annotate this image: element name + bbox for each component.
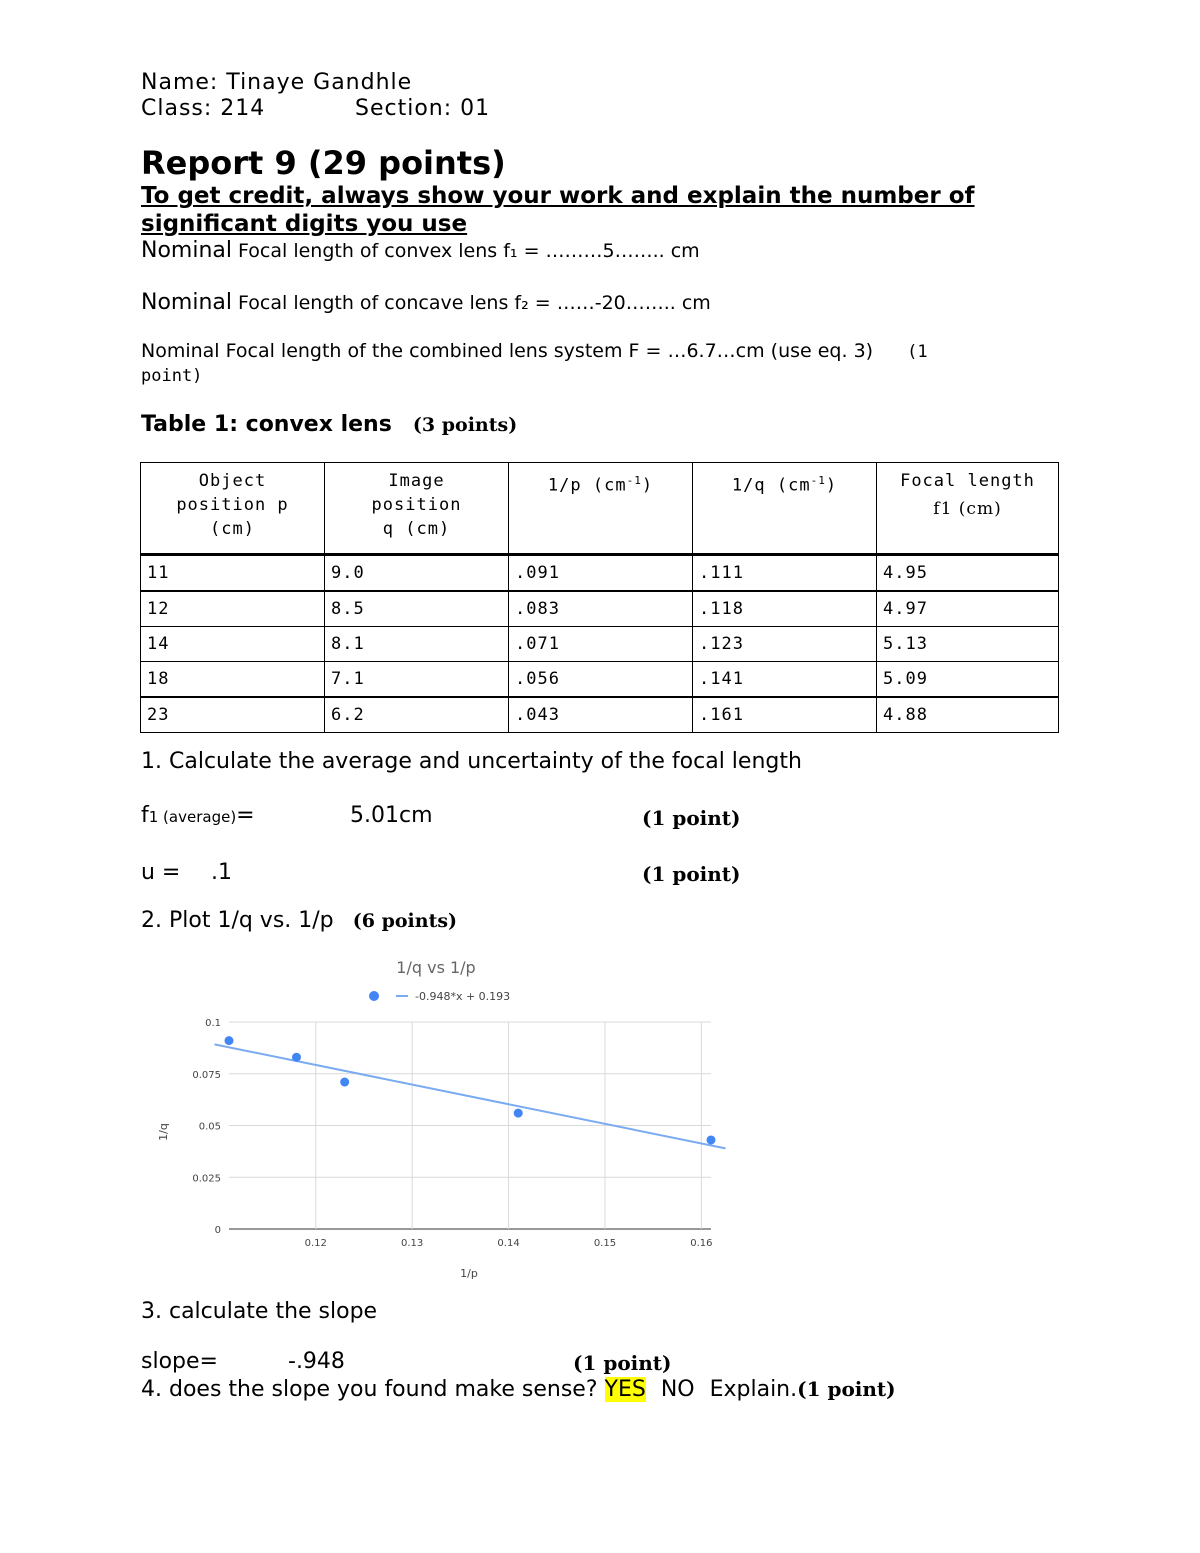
table1-label: Table 1: convex lens	[141, 412, 392, 437]
table-cell: 4.97	[877, 591, 1059, 627]
data-point	[707, 1135, 716, 1144]
table-cell: .056	[509, 662, 693, 698]
table-cell: 6.2	[325, 697, 509, 733]
nominal-convex-line	[141, 238, 700, 263]
header-focal-l2: f1 (cm)	[933, 499, 1002, 519]
chart-title: 1/q vs 1/p	[396, 958, 476, 977]
q1-f-value: 5.01cm	[350, 803, 433, 828]
q1-question: 1. Calculate the average and uncertainty of the focal length	[141, 749, 802, 774]
trend-line	[215, 1044, 726, 1148]
nominal-concave-line	[141, 290, 711, 315]
report-title: Report 9 (29 points)	[141, 144, 506, 182]
table-row	[141, 591, 1059, 627]
q1-u-points: (1 point)	[642, 862, 741, 886]
chart-grid	[229, 1022, 711, 1229]
q2-question-line	[141, 908, 457, 933]
header-inverse-p-close: )	[641, 475, 654, 496]
header-inverse-p	[509, 463, 693, 555]
header-image-l1: Image	[388, 471, 445, 491]
table-cell: 11	[141, 555, 325, 592]
nominal-convex-text: Focal length of convex lens f₁ = ………5…….. cm	[232, 240, 700, 262]
q1-u-label: u =	[141, 860, 181, 885]
y-tick-label: 0.075	[192, 1069, 221, 1081]
table-row	[141, 662, 1059, 698]
table-cell: 7.1	[325, 662, 509, 698]
table-cell: .043	[509, 697, 693, 733]
legend-label: -0.948*x + 0.193	[415, 990, 511, 1003]
nominal-concave-bold: Nominal	[141, 290, 232, 315]
y-axis-label: 1/q	[157, 1123, 170, 1141]
header-object-position	[141, 463, 325, 555]
table-row	[141, 697, 1059, 733]
table-cell: 9.0	[325, 555, 509, 592]
q4-points: (1 point)	[797, 1377, 896, 1401]
q3-slope-value: -.948	[288, 1349, 345, 1374]
x-tick-label: 0.14	[497, 1238, 520, 1249]
q4-explain: Explain.	[709, 1377, 798, 1402]
table-row	[141, 555, 1059, 592]
x-tick-label: 0.16	[690, 1238, 713, 1249]
y-tick-label: 0.05	[198, 1121, 221, 1133]
q4-yes-highlight: YES	[604, 1377, 646, 1402]
nominal-combined-text: Nominal Focal length of the combined lens system F = …6.7…cm (use eq. 3)	[141, 340, 874, 362]
convex-lens-table	[140, 462, 1059, 733]
header-image-l3: q (cm)	[382, 519, 451, 539]
table1-title	[141, 412, 517, 437]
y-tick-label: 0	[214, 1225, 221, 1236]
header-inverse-q-close: )	[825, 475, 838, 496]
scatter-chart	[140, 945, 730, 1290]
q1-f-average	[141, 803, 255, 828]
table-cell: .123	[693, 627, 877, 662]
x-tick-label: 0.15	[593, 1238, 617, 1249]
q1-f-label: f	[141, 803, 149, 828]
y-tick-label: 0.025	[192, 1173, 221, 1185]
q1-u-value: .1	[211, 860, 232, 885]
q1-f-sub: 1 (average)	[148, 808, 237, 826]
nominal-combined-points: (1	[907, 342, 928, 362]
student-name: Name: Tinaye Gandhle	[141, 70, 413, 95]
header-inverse-p-text: 1/p (cm	[547, 475, 627, 496]
q3-question: 3. calculate the slope	[141, 1299, 378, 1324]
table-cell: .091	[509, 555, 693, 592]
table-cell: 5.09	[877, 662, 1059, 698]
q2-question: 2. Plot 1/q vs. 1/p	[141, 908, 334, 933]
header-inverse-q-sup: -1	[810, 474, 826, 487]
table-cell: 5.13	[877, 627, 1059, 662]
table-cell: .111	[693, 555, 877, 592]
q4-line	[141, 1377, 896, 1402]
table-cell: .141	[693, 662, 877, 698]
q2-points: (6 points)	[352, 910, 458, 932]
q4-no: NO	[660, 1377, 695, 1402]
table1-points: (3 points)	[412, 414, 518, 436]
header-inverse-p-sup: -1	[626, 474, 642, 487]
data-point	[292, 1053, 301, 1062]
chart-points	[225, 1036, 716, 1144]
instruction-line-1: To get credit, always show your work and explain the number of	[141, 183, 975, 209]
table-cell: 4.95	[877, 555, 1059, 592]
table-cell: 4.88	[877, 697, 1059, 733]
section-label: Section: 01	[355, 96, 491, 121]
q4-question: 4. does the slope you found make sense?	[141, 1377, 598, 1402]
table-cell: .083	[509, 591, 693, 627]
header-focal-length	[877, 463, 1059, 555]
q3-slope-label: slope=	[141, 1349, 218, 1374]
nominal-convex-bold: Nominal	[141, 238, 232, 263]
header-focal-l1: Focal length	[900, 471, 1035, 491]
nominal-concave-text: Focal length of concave lens f₂ = ……-20…….. cm	[232, 292, 711, 314]
chart-ticks	[192, 1018, 712, 1249]
table-cell: 8.1	[325, 627, 509, 662]
table-cell: .161	[693, 697, 877, 733]
x-tick-label: 0.12	[304, 1238, 327, 1249]
data-point	[514, 1109, 523, 1118]
header-object-l3: (cm)	[210, 519, 255, 539]
header-object-l1: Object	[198, 471, 267, 491]
legend-marker	[369, 991, 379, 1001]
y-tick-label: 0.1	[205, 1018, 221, 1029]
table-cell: .118	[693, 591, 877, 627]
header-inverse-q	[693, 463, 877, 555]
header-inverse-q-text: 1/q (cm	[731, 475, 811, 496]
header-image-position	[325, 463, 509, 555]
table-cell: 23	[141, 697, 325, 733]
data-point	[340, 1078, 349, 1087]
q1-f-points: (1 point)	[642, 806, 741, 830]
table-header-row	[141, 463, 1059, 555]
header-image-l2: position	[371, 495, 462, 515]
table-cell: 8.5	[325, 591, 509, 627]
q1-f-eq: =	[236, 803, 255, 828]
x-axis-label: 1/p	[460, 1267, 478, 1280]
table-cell: 12	[141, 591, 325, 627]
data-point	[225, 1036, 234, 1045]
nominal-combined-points-cont: point)	[141, 366, 203, 386]
instruction-line-2: significant digits you use	[141, 211, 468, 237]
class-label: Class: 214	[141, 96, 266, 121]
table-cell: .071	[509, 627, 693, 662]
q3-slope-points: (1 point)	[573, 1351, 672, 1375]
table-cell: 18	[141, 662, 325, 698]
nominal-combined-line	[141, 340, 928, 362]
header-object-l2: position p	[176, 495, 289, 515]
x-tick-label: 0.13	[401, 1238, 424, 1249]
table-cell: 14	[141, 627, 325, 662]
table-row	[141, 627, 1059, 662]
